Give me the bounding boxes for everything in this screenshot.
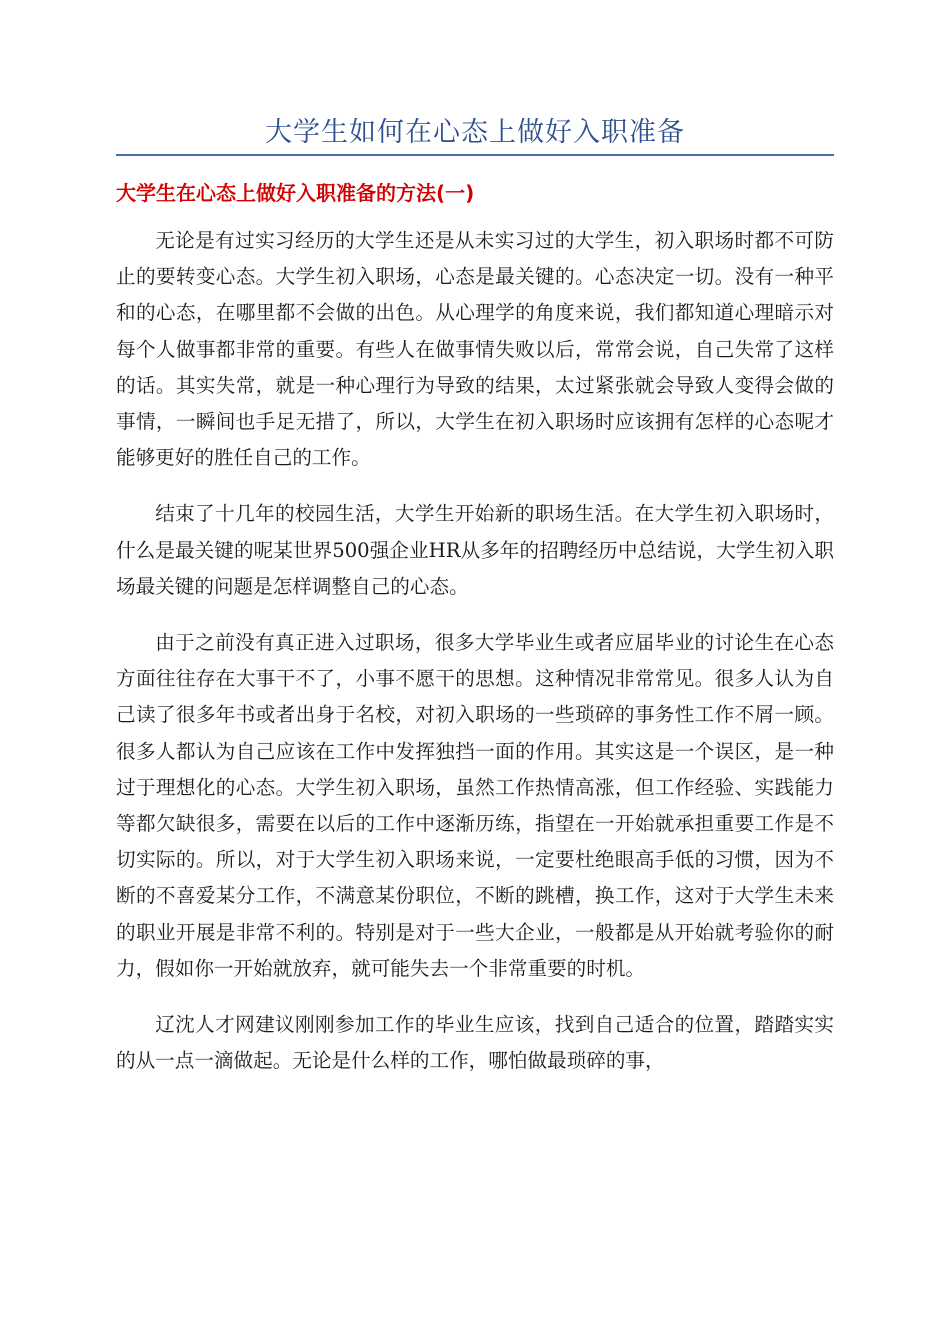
- paragraph-2: 结束了十几年的校园生活，大学生开始新的职场生活。在大学生初入职场时，什么是最关键的呢某世界500强企业HR从多年的招聘经历中总结说，大学生初入职场最关键的问题是怎样调整自己的心态。: [116, 502, 834, 598]
- paragraph-4: 辽沈人才网建议刚刚参加工作的毕业生应该，找到自己适合的位置，踏踏实实的从一点一滴做起。无论是什么样的工作，哪怕做最琐碎的事，: [116, 1013, 834, 1073]
- section-heading: 大学生在心态上做好入职准备的方法(一): [116, 181, 475, 205]
- paragraph-1: 无论是有过实习经历的大学生还是从未实习过的大学生，初入职场时都不可防止的要转变心态。大学生初入职场，心态是最关键的。心态决定一切。没有一种平和的心态，在哪里都不会做的出色。从心理学的角度来说，我们都知道心理暗示对每个人做事都非常的重要。有些人在做事情失败以后，常常会说，自己失常了这样的话。其实失常，就是一种心理行为导致的结果，太过紧张就会导致人变得会做的事情，一瞬间也手足无措了，所以，大学生在初入职场时应该拥有怎样的心态呢才能够更好的胜任自己的工作。: [116, 229, 834, 470]
- document-title: 大学生如何在心态上做好入职准备: [265, 117, 685, 148]
- document-page: [116, 0, 834, 1079]
- title-underline: [116, 154, 834, 156]
- paragraph-3: 由于之前没有真正进入过职场，很多大学毕业生或者应届毕业的讨论生在心态方面往往存在大事干不了，小事不愿干的思想。这种情况非常常见。很多人认为自己读了很多年书或者出身于名校，对初入职场的一些琐碎的事务性工作不屑一顾。很多人都认为自己应该在工作中发挥独挡一面的作用。其实这是一个误区，是一种过于理想化的心态。大学生初入职场，虽然工作热情高涨，但工作经验、实践能力等都欠缺很多，需要在以后的工作中逐渐历练，指望在一开始就承担重要工作是不切实际的。所以，对于大学生初入职场来说，一定要杜绝眼高手低的习惯，因为不断的不喜爱某分工作，不满意某份职位，不断的跳槽，换工作，这对于大学生未来的职业开展是非常不利的。特别是对于一些大企业，一般都是从开始就考验你的耐力，假如你一开始就放弃，就可能失去一个非常重要的时机。: [116, 631, 834, 980]
